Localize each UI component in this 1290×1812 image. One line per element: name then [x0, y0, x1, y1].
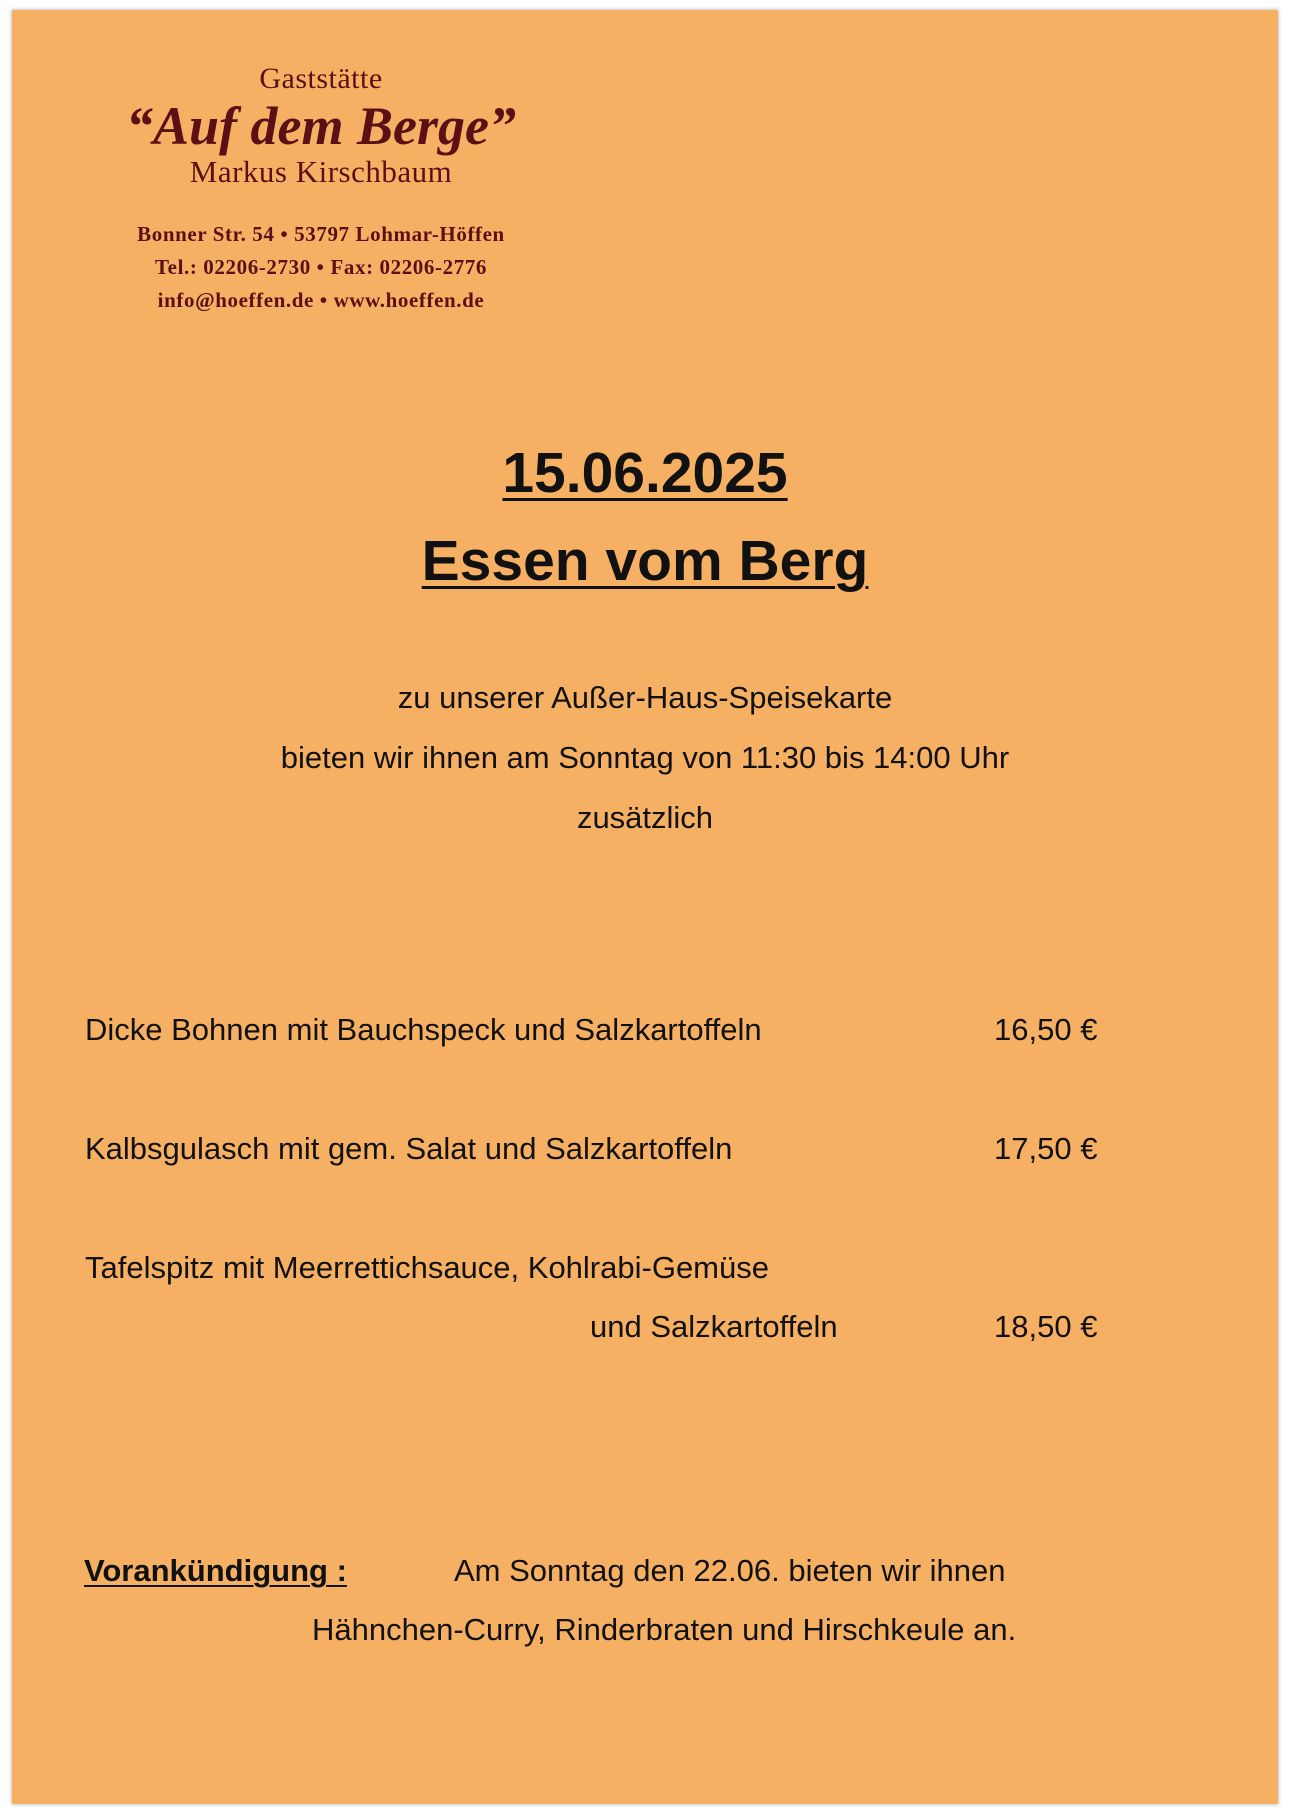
page-title: Essen vom Berg — [421, 529, 869, 593]
restaurant-name: “Auf dem Berge” — [126, 96, 516, 156]
menu-item-3-description: Tafelspitz mit Meerrettichsauce, Kohlrabi-Gemüse — [85, 1250, 769, 1285]
menu-item-1-price: 16,50 € — [994, 1012, 1098, 1047]
address-line: Bonner Str. 54 • 53797 Lohmar-Höffen — [137, 222, 505, 246]
announcement-line: Hähnchen-Curry, Rinderbraten und Hirschkeule an. — [312, 1612, 1017, 1647]
menu-page — [12, 10, 1278, 1804]
email-web-line: info@hoeffen.de • www.hoeffen.de — [157, 288, 485, 312]
letterhead — [86, 62, 556, 317]
intro-line: zu unserer Außer-Haus-Speisekarte — [397, 680, 893, 715]
menu-date: 15.06.2025 — [502, 441, 788, 505]
menu-item-3-description-cont: und Salzkartoffeln — [590, 1309, 838, 1344]
owner-name: Markus Kirschbaum — [189, 154, 453, 189]
menu-item-1-description: Dicke Bohnen mit Bauchspeck und Salzkartoffeln — [85, 1012, 762, 1047]
menu-item-2-price: 17,50 € — [994, 1131, 1098, 1166]
contact-block — [86, 218, 556, 317]
announcement-label: Vorankündigung : — [84, 1553, 347, 1588]
letterhead-subtitle: Gaststätte — [259, 62, 383, 95]
intro-text — [12, 668, 1278, 848]
intro-line: bieten wir ihnen am Sonntag von 11:30 bis 14:00 Uhr — [280, 740, 1010, 775]
announcement-line: Am Sonntag den 22.06. bieten wir ihnen — [454, 1553, 1006, 1588]
intro-line: zusätzlich — [576, 800, 714, 835]
menu-item-2-description: Kalbsgulasch mit gem. Salat und Salzkartoffeln — [85, 1131, 733, 1166]
menu-item-3-price: 18,50 € — [994, 1309, 1098, 1344]
phone-fax-line: Tel.: 02206-2730 • Fax: 02206-2776 — [154, 255, 488, 279]
